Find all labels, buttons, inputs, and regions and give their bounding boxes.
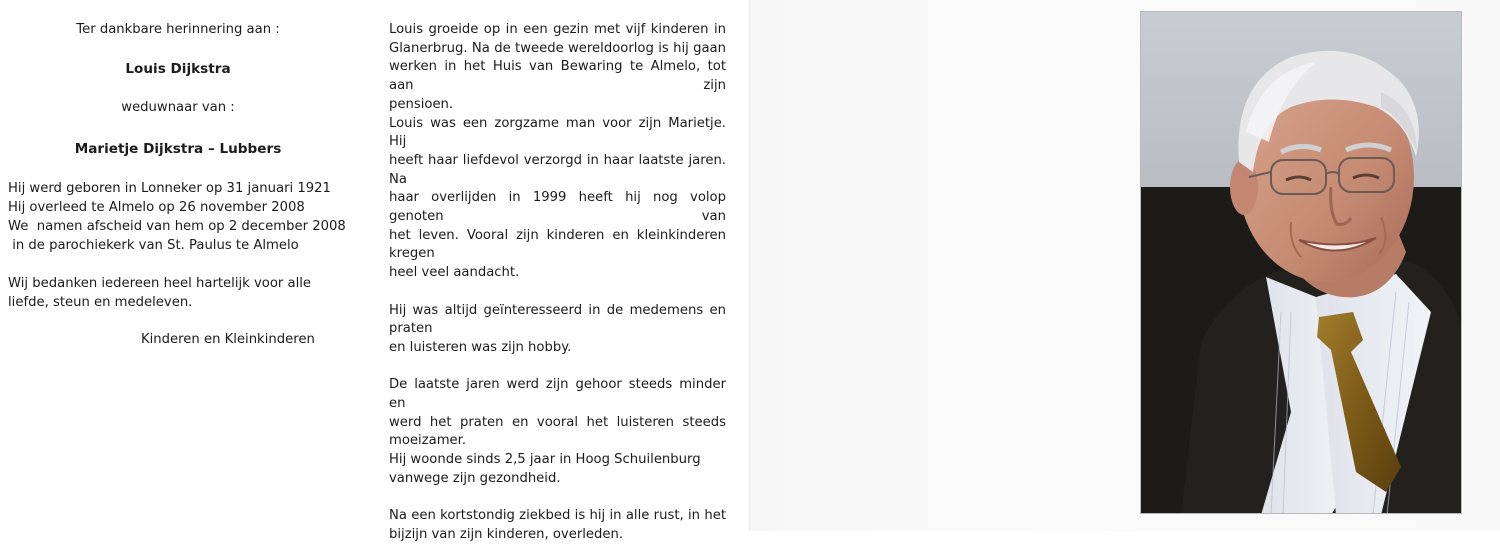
thanks-line-1: Wij bedanken iedereen heel hartelijk voor alle [8, 276, 312, 291]
biography-text [389, 21, 726, 545]
spouse-name: Marietje Dijkstra – Lubbers [74, 141, 282, 157]
intro-line: Ter dankbare herinnering aan : [76, 22, 280, 37]
widower-of-line: weduwnaar van : [121, 100, 235, 115]
death-line: Hij overleed te Almelo op 26 november 2008 [8, 200, 305, 215]
biography-line: pensioen. [389, 96, 454, 112]
card-fold [748, 0, 751, 531]
biography-line: De laatste jaren werd zijn gehoor steeds minder en [389, 377, 726, 412]
biography-line: werd het praten en vooral het luisteren steeds [389, 414, 726, 430]
biography-line: werken in het Huis van Bewaring te Almelo, tot aan zijn [389, 59, 726, 94]
biography-line: en luisteren was zijn hobby. [389, 339, 572, 355]
biography-line: Glanerbrug. Na de tweede wereldoorlog is hij gaan [389, 40, 726, 56]
signature: Kinderen en Kleinkinderen [141, 332, 315, 347]
biography-line: Louis groeide op in een gezin met vijf kinderen in [389, 22, 726, 37]
biography-line: Na een kortstondig ziekbed is hij in alle rust, in het [389, 508, 726, 524]
biography-line: bijzijn van zijn kinderen, overleden. [389, 526, 624, 542]
paragraph-gap [389, 358, 726, 377]
biography-line: heel veel aandacht. [389, 265, 520, 281]
biography-line: het leven. Vooral zijn kinderen en kleinkinderen kregen [389, 227, 726, 262]
biography-line: Louis was een zorgzame man voor zijn Marietje. Hij [389, 115, 726, 150]
biography-line: Hij woonde sinds 2,5 jaar in Hoog Schuilenburg [389, 452, 701, 468]
biography-line: heeft haar liefdevol verzorgd in haar laatste jaren. Na [389, 152, 726, 187]
biography-line: moeizamer. [389, 433, 467, 449]
deceased-name: Louis Dijkstra [125, 61, 231, 77]
thanks-line-2: liefde, steun en medeleven. [8, 295, 193, 310]
paragraph-gap [389, 489, 726, 508]
biography-line: haar overlijden in 1999 heeft hij nog volop genoten van [389, 190, 726, 225]
biography-line: vanwege zijn gezondheid. [389, 470, 561, 486]
church-line: in de parochiekerk van St. Paulus te Almelo [8, 238, 299, 253]
biography-line: Hij was altijd geïnteresseerd in de medemens en praten [389, 302, 726, 337]
paragraph-gap [389, 283, 726, 302]
birth-line: Hij werd geboren in Lonneker op 31 januari 1921 [8, 181, 331, 196]
portrait-photo-icon [1140, 11, 1462, 514]
farewell-line: We namen afscheid van hem op 2 december 2008 [8, 219, 346, 234]
